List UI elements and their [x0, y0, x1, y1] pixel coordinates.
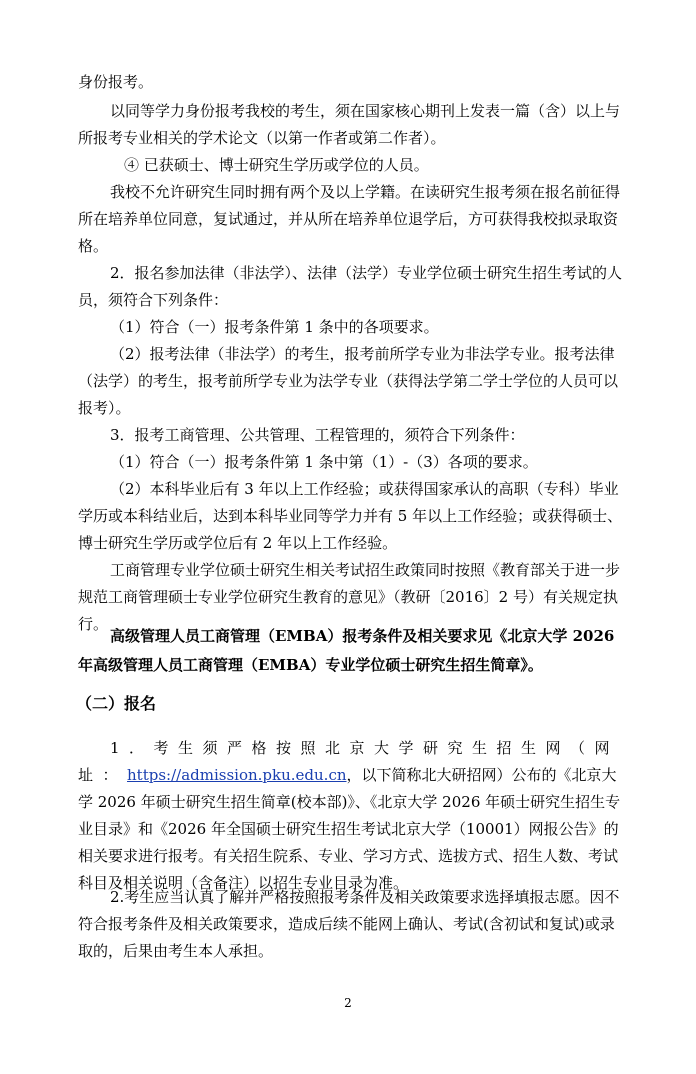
paragraph: （1）符合（一）报考条件第 1 条中的各项要求。 — [110, 318, 439, 336]
paragraph-text: 1．考生须严格按照北京大学研究生招生网（网址： — [78, 739, 620, 784]
paragraph: 2．报名参加法律（非法学）、法律（法学）专业学位硕士研究生招生考试的人员，须符合下列条件： — [78, 264, 623, 309]
paragraph: 2.考生应当认真了解并严格按照报考条件及相关政策要求选择填报志愿。因不符合报考条件及相关政策要求，造成后续不能网上确认、考试(含初试和复试)或录取的，后果由考生本人承担。 — [78, 888, 620, 960]
paragraph: （2）本科毕业后有 3 年以上工作经验；或获得国家承认的高职（专科）毕业学历或本科结业后，达到本科毕业同等学力并有 5 年以上工作经验；或获得硕士、博士研究生学历或学位后有 2 年以上工作经验。 — [78, 480, 623, 552]
paragraph: （1）符合（一）报考条件第 1 条中第（1）-（3）各项的要求。 — [110, 453, 538, 471]
paragraph-text: ，以下简称北大研招网）公布的《北京大学 2026 年硕士研究生招生简章(校本部)》、《北京大学 2026 年硕士研究生招生专业目录》和《2026 年全国硕士研究生招生考试北京大学（10001）网报公告》的相关要求进行报考。有关招生院系、专业、学习方式、选拔方式、招生人数、考试科目及相关说明（含备注）以招生专业目录为准。 — [78, 766, 621, 892]
paragraph: 我校不允许研究生同时拥有两个及以上学籍。在读研究生报考须在报名前征得所在培养单位同意，复试通过，并从所在培养单位退学后，方可获得我校拟录取资格。 — [78, 183, 621, 255]
paragraph: （2）报考法律（非法学）的考生，报考前所学专业为非法学专业。报考法律（法学）的考生，报考前所学专业为法学专业（获得法学第二学士学位的人员可以报考）。 — [78, 345, 619, 417]
page-number: 2 — [344, 996, 352, 1010]
paragraph: 工商管理专业学位硕士研究生相关考试招生政策同时按照《教育部关于进一步规范工商管理硕士专业学位研究生教育的意见》（教研〔2016〕2 号）有关规定执行。 — [78, 561, 621, 633]
paragraph: 以同等学力身份报考我校的考生，须在国家核心期刊上发表一篇（含）以上与所报考专业相关的学术论文（以第一作者或第二作者）。 — [78, 102, 621, 147]
paragraph — [78, 735, 628, 897]
emba-notice: 高级管理人员工商管理（EMBA）报考条件及相关要求见《北京大学 2026 年高级管理人员工商管理（EMBA）专业学位硕士研究生招生简章》。 — [78, 627, 615, 674]
section-heading: （二）报名 — [76, 694, 157, 713]
paragraph: ④ 已获硕士、博士研究生学历或学位的人员。 — [124, 156, 429, 174]
paragraph: 3．报考工商管理、公共管理、工程管理的，须符合下列条件： — [110, 426, 525, 444]
paragraph: 身份报考。 — [78, 73, 154, 91]
admission-site-link[interactable]: https://admission.pku.edu.cn — [127, 766, 347, 784]
